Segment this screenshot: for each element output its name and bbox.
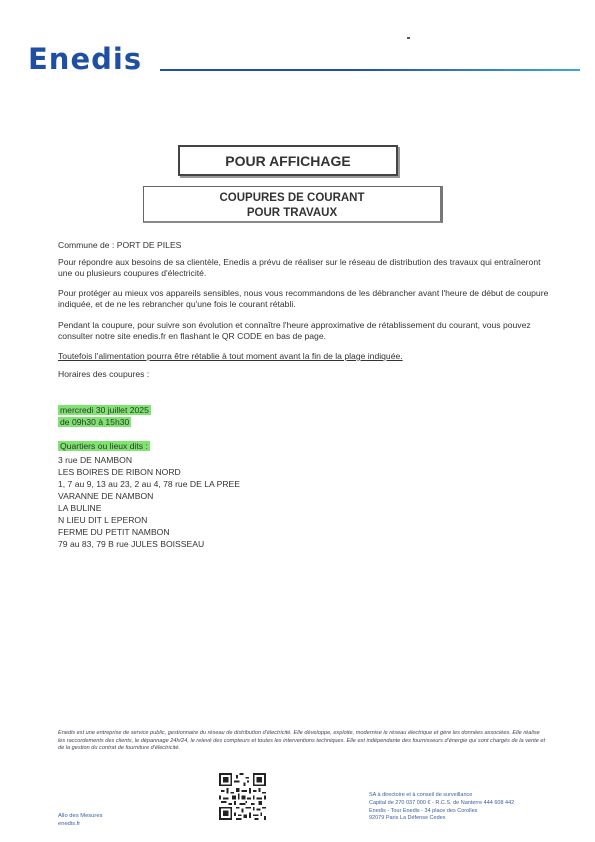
footer-legal-line4: 92079 Paris La Défense Cedex bbox=[369, 815, 446, 822]
qr-code-icon[interactable] bbox=[219, 773, 266, 820]
schedule-time bbox=[58, 417, 131, 428]
footer-left-line1: Allo des Mesures bbox=[58, 813, 103, 819]
footer-legal-line2: Capital de 270 037 000 € - R.C.S. de Nanterre 444 608 442 bbox=[369, 799, 515, 806]
paragraph-4-text: Toutefois l'alimentation pourra être rétablie à tout moment avant la fin de la plage indiquée. bbox=[58, 351, 403, 361]
subject-line-1: COUPURES DE COURANT bbox=[219, 192, 365, 204]
location-item: N LIEU DIT L EPERON bbox=[58, 515, 148, 525]
subject-box bbox=[143, 186, 443, 223]
footer-website-link[interactable]: enedis.fr bbox=[58, 821, 81, 827]
footer-legal-line3: Enedis - Tour Enedis - 34 place des Corolles bbox=[369, 807, 478, 814]
enedis-logo: Enedis bbox=[28, 42, 143, 76]
paragraph-3: Pendant la coupure, pour suivre son évolution et connaître l'heure approximative de rétablissement du courant, vous pouvez consulter notre site enedis.fr en flashant le QR CODE en bas de page. bbox=[58, 320, 531, 341]
commune-value: PORT DE PILES bbox=[116, 240, 182, 250]
header-box bbox=[178, 145, 398, 176]
schedule-label: Horaires des coupures : bbox=[58, 369, 150, 379]
footer-legal-line1: SA à directoire et à conseil de surveillance bbox=[369, 792, 473, 798]
location-item: 1, 7 au 9, 13 au 23, 2 au 4, 78 rue DE LA PREE bbox=[58, 479, 241, 489]
subject-line-2: POUR TRAVAUX bbox=[246, 207, 338, 219]
locations-label-text: Quartiers ou lieux dits : bbox=[60, 441, 148, 451]
location-item: VARANNE DE NAMBON bbox=[58, 491, 154, 501]
location-item: 3 rue DE NAMBON bbox=[58, 455, 133, 465]
schedule-time-text: de 09h30 à 15h30 bbox=[60, 417, 130, 427]
commune-line bbox=[58, 240, 181, 251]
header-box-title: POUR AFFICHAGE bbox=[225, 152, 351, 169]
disclaimer-text: Enedis est une entreprise de service public, gestionnaire du réseau de distribution d'électricité. Elle développe, exploite, modernise le réseau électrique et gère les données associées. Elle réalise les raccordements des clients, le dépannage 24h/24, le relevé des compteurs et toutes les interventions techniques. Elle est indépendante des fournisseurs d'énergie qui sont chargés de la vente et de la gestion du contrat de fourniture d'électricité. bbox=[58, 730, 546, 751]
schedule-date bbox=[58, 405, 151, 416]
location-item: LA BULINE bbox=[58, 503, 102, 513]
paragraph-2: Pour protéger au mieux vos appareils sensibles, nous vous recommandons de les débrancher avant l'heure de début de coupure indiquée, et de ne les rebrancher qu'une fois le courant rétabli. bbox=[58, 288, 549, 309]
location-item: 79 au 83, 79 B rue JULES BOISSEAU bbox=[58, 539, 205, 549]
footer-left bbox=[58, 812, 102, 828]
footer-legal bbox=[369, 792, 514, 823]
header-rule bbox=[160, 69, 580, 71]
paragraph-4 bbox=[58, 351, 553, 362]
schedule-date-text: mercredi 30 juillet 2025 bbox=[60, 405, 149, 415]
location-item: LES BOIRES DE RIBON NORD bbox=[58, 467, 181, 477]
paragraph-1: Pour répondre aux besoins de sa clientèle, Enedis a prévu de réaliser sur le réseau de distribution des travaux qui entraîneront une ou plusieurs coupures d'électricité. bbox=[58, 257, 541, 278]
commune-label: Commune de : bbox=[58, 240, 115, 250]
scan-artifact bbox=[407, 37, 410, 39]
locations-label bbox=[58, 441, 150, 452]
location-item: FERME DU PETIT NAMBON bbox=[58, 527, 170, 537]
